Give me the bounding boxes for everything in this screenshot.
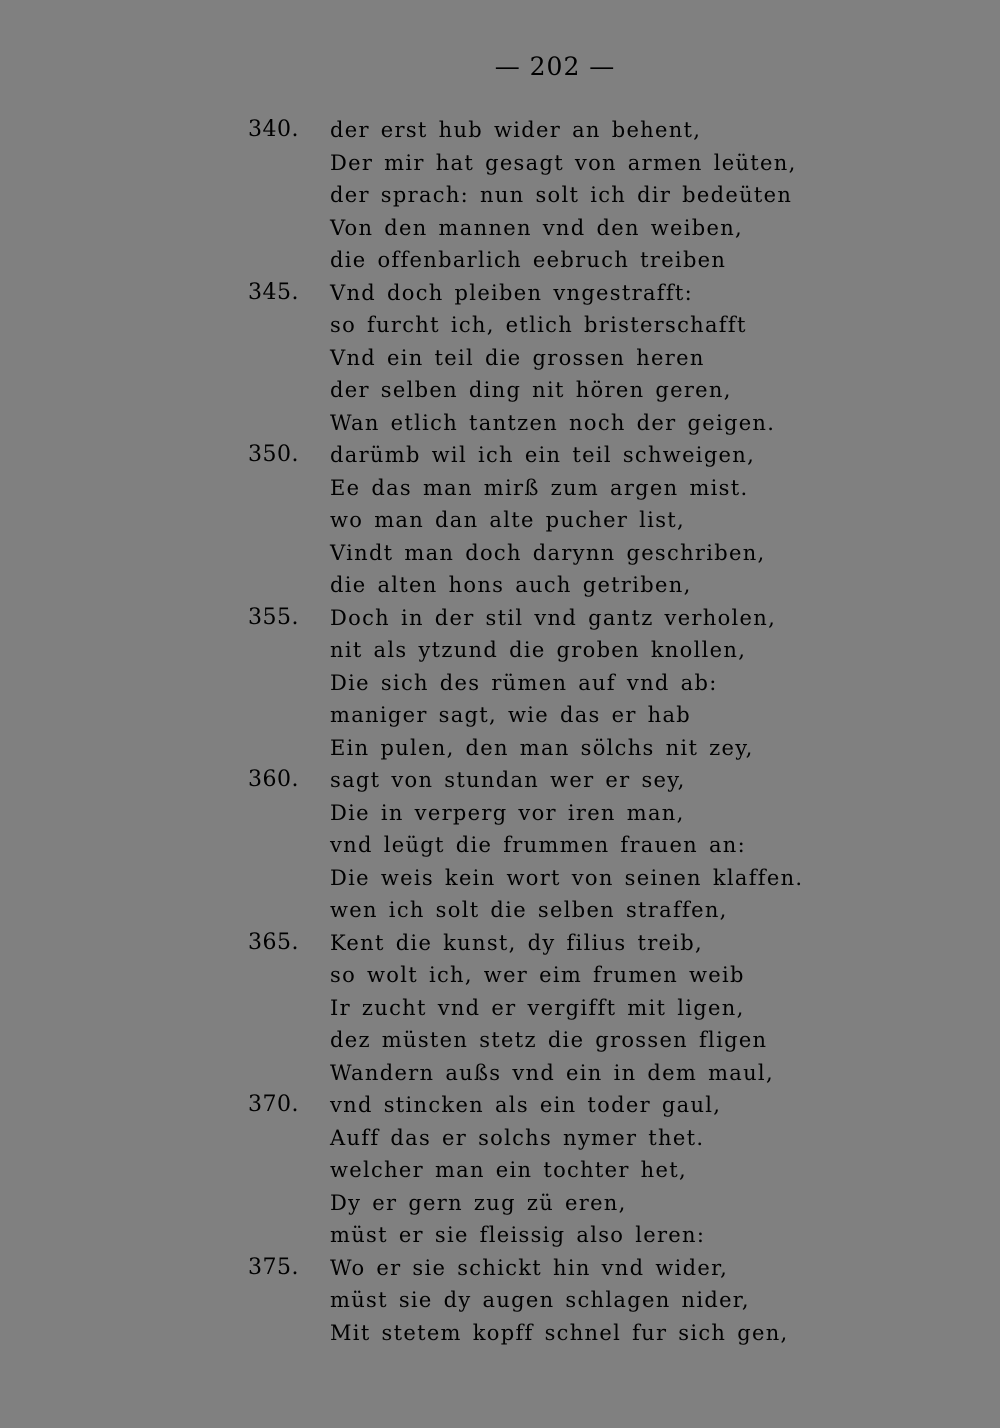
verse-line	[0, 1024, 1000, 1057]
verse-line	[0, 277, 1000, 310]
line-text: Ee das man mirß zum argen mist.	[330, 475, 749, 500]
verse-line	[0, 114, 1000, 147]
line-number: 350.	[248, 442, 299, 467]
verse-line	[0, 927, 1000, 960]
line-text: Vindt man doch darynn geschriben,	[330, 540, 766, 565]
verse-line	[0, 1317, 1000, 1350]
line-text: wo man dan alte pucher list,	[330, 508, 685, 532]
line-text: sagt von stundan wer er sey,	[330, 768, 686, 792]
line-text: Auff das er solchs nymer thet.	[330, 1125, 705, 1150]
verse-line	[0, 244, 1000, 277]
line-text: Wan etlich tantzen noch der geigen.	[330, 410, 776, 435]
line-number: 340.	[248, 117, 299, 142]
line-text: müst er sie fleissig also leren:	[330, 1223, 706, 1247]
line-text: Die weis kein wort von seinen klaffen.	[330, 865, 804, 890]
line-text: der erst hub wider an behent,	[330, 118, 702, 142]
verse-line	[0, 1219, 1000, 1252]
line-text: welcher man ein tochter het,	[330, 1158, 687, 1182]
line-text: der sprach: nun solt ich dir bedeüten	[330, 183, 793, 207]
verse-line	[0, 407, 1000, 440]
verse-line	[0, 1089, 1000, 1122]
line-text: nit als ytzund die groben knollen,	[330, 638, 747, 662]
line-number: 355.	[248, 604, 299, 630]
line-text: Mit stetem kopff schnel fur sich gen,	[330, 1320, 789, 1345]
verse-block	[0, 114, 1000, 1349]
verse-line	[0, 147, 1000, 180]
line-text: maniger sagt, wie das er hab	[330, 703, 692, 727]
line-text: Der mir hat gesagt von armen leüten,	[330, 150, 797, 175]
line-number: 375.	[248, 1254, 299, 1280]
verse-line	[0, 537, 1000, 570]
line-text: der selben ding nit hören geren,	[330, 378, 732, 402]
verse-line	[0, 342, 1000, 375]
page-number: — 202 —	[494, 52, 616, 81]
verse-line	[0, 862, 1000, 895]
line-text: Vnd doch pleiben vngestrafft:	[330, 280, 694, 305]
line-text: so wolt ich, wer eim frumen weib	[330, 963, 745, 987]
line-text: Dy er gern zug zü eren,	[330, 1190, 627, 1215]
verse-line	[0, 1187, 1000, 1220]
line-text: Kent die kunst, dy filius treib,	[330, 930, 704, 955]
line-number: 370.	[248, 1092, 299, 1117]
line-text: müst sie dy augen schlagen nider,	[330, 1288, 750, 1312]
verse-line	[0, 309, 1000, 342]
verse-line	[0, 992, 1000, 1025]
line-text: darümb wil ich ein teil schweigen,	[330, 443, 756, 467]
line-text: Die in verperg vor iren man,	[330, 800, 685, 825]
verse-line	[0, 179, 1000, 212]
verse-line	[0, 374, 1000, 407]
verse-line	[0, 894, 1000, 927]
line-text: Wo er sie schickt hin vnd wider,	[330, 1255, 729, 1280]
line-text: Vnd ein teil die grossen heren	[330, 345, 705, 370]
verse-line	[0, 1284, 1000, 1317]
line-text: die alten hons auch getriben,	[330, 573, 692, 597]
verse-line	[0, 959, 1000, 992]
verse-line	[0, 602, 1000, 635]
verse-line	[0, 1252, 1000, 1285]
verse-line	[0, 764, 1000, 797]
verse-line	[0, 699, 1000, 732]
line-text: Ein pulen, den man sölchs nit zey,	[330, 735, 754, 760]
line-text: Von den mannen vnd den weiben,	[330, 215, 744, 240]
verse-line	[0, 1057, 1000, 1090]
verse-line	[0, 1122, 1000, 1155]
verse-line	[0, 569, 1000, 602]
verse-line	[0, 439, 1000, 472]
line-text: Die sich des rümen auf vnd ab:	[330, 670, 718, 695]
verse-line	[0, 504, 1000, 537]
verse-line	[0, 667, 1000, 700]
line-text: dez müsten stetz die grossen fligen	[330, 1028, 768, 1052]
line-text: vnd stincken als ein toder gaul,	[330, 1093, 722, 1117]
line-text: Doch in der stil vnd gantz verholen,	[330, 605, 777, 630]
verse-line	[0, 472, 1000, 505]
line-number: 345.	[248, 279, 299, 305]
line-number: 365.	[248, 929, 299, 955]
verse-line	[0, 797, 1000, 830]
verse-line	[0, 212, 1000, 245]
line-text: so furcht ich, etlich bristerschafft	[330, 313, 747, 337]
line-text: wen ich solt die selben straffen,	[330, 898, 728, 922]
verse-line	[0, 1154, 1000, 1187]
verse-line	[0, 634, 1000, 667]
line-number: 360.	[248, 767, 299, 792]
line-text: Ir zucht vnd er vergifft mit ligen,	[330, 995, 745, 1020]
verse-line	[0, 732, 1000, 765]
verse-line	[0, 829, 1000, 862]
line-text: die offenbarlich eebruch treiben	[330, 248, 727, 272]
line-text: vnd leügt die frummen frauen an:	[330, 833, 746, 857]
line-text: Wandern außs vnd ein in dem maul,	[330, 1060, 774, 1085]
